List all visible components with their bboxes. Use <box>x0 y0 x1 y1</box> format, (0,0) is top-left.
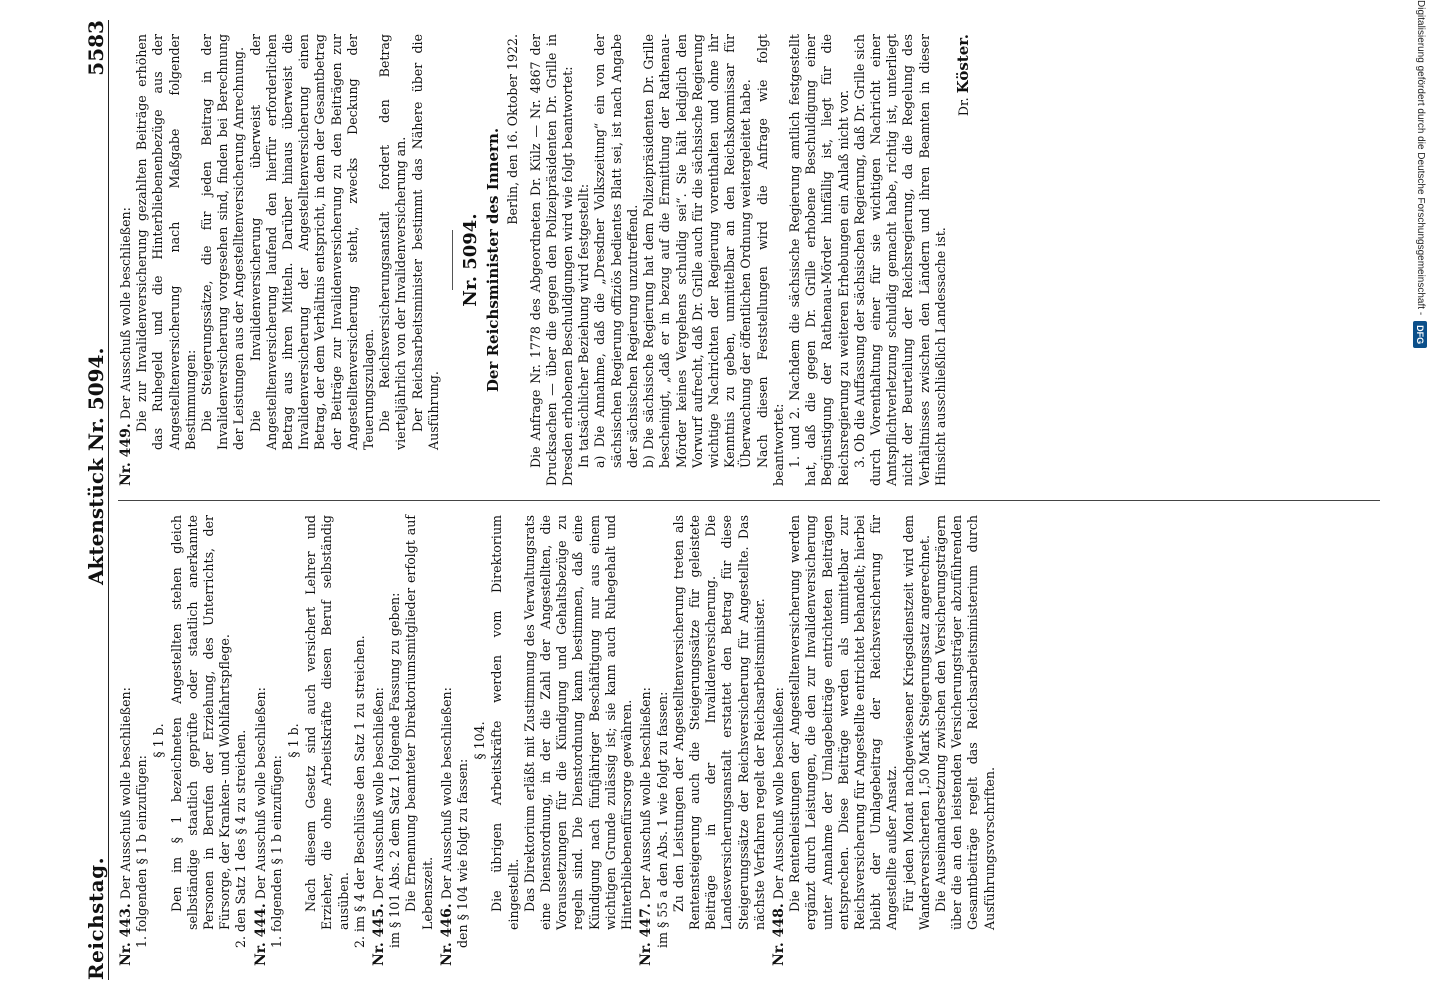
anfrage-subheading: In tatsächlicher Beziehung wird festgestellt: <box>576 183 592 468</box>
nr447-text: Zu den Leistungen der Angestelltenversicherung treten als Rentensteigerung auch die Steigerungssätze für geleistete Beiträge in der Invalidenversicherung. Die Landesversicherungsanstalt erstattet den Betrag für diese Steigerungssätze der Reichsversicherung für Angestellte. Das nächste Verfahren regelt der Reichsarbeitsminister. <box>670 515 767 930</box>
nr446-heading <box>439 515 455 966</box>
nr449-text-2: Die Steigerungssätze, die für jeden Beitrag in der Invalidenversicherung vorgesehen sind, finden bei Berechnung der Leistungen aus der Angestelltenversicherung Anrechnung. <box>199 34 247 450</box>
page-content <box>60 0 1400 1000</box>
nr445-item-1: im § 101 Abs. 2 dem Satz 1 folgende Fassung zu geben: <box>387 592 403 948</box>
header-title: Aktenstück Nr. 5094. <box>84 347 108 586</box>
nr448-text-1: Die Rentenleistungen der Angestelltenversicherung werden ergänzt durch Leistungen, die den zur Invalidenversicherung unter Annahme der Umlagebeiträge entrichteten Beiträgen entsprechen. Diese Beiträge werden als unmittelbar zur Reichsversicherung für Angestellte entrichtet behandelt; hierbei bleibt der Umlagebeitrag der Reichsversicherung für Angestellte außer Ansatz. <box>787 515 900 930</box>
nr448-heading <box>771 515 787 966</box>
nr444-item-2: 2. im § 4 der Beschlüsse den Satz 1 zu streichen. <box>351 635 367 948</box>
nr446-label: Nr. 446. <box>438 903 455 966</box>
nr448-intro: Der Ausschuß wolle beschließen: <box>770 687 786 900</box>
nr443-item-1: 1. folgenden § 1 b einzufügen: <box>134 755 150 948</box>
credit-line <box>1408 0 1432 1000</box>
nr446-text-2: Das Direktorium erläßt mit Zustimmung des Verwaltungsrats eine Dienstordnung, in der die Zahl der Angestellten, die Voraussetzungen für die Kündigung und Gehaltsbezüge zu regeln sind. Die Dienstordnung kann bestimmen, daß eine Kündigung nach fünfjähriger Beschäftigung nur aus einem wichtigen Grunde zulässig ist; sie kann auch Ruhegehalt und Hinterbliebenenfürsorge gewähren. <box>521 515 635 930</box>
text-columns <box>118 20 1380 980</box>
answer-1-2: 1. und 2. Nachdem die sächsische Regierung amtlich festgestellt hat, daß die gegen Dr. Grille erhobene Beschuldigung einer Begünstigung der Rathenau-Mörder hinfällig ist, liegt für die Reichsregierung zu weiteren Erhebungen ein Anlaß nicht vor. <box>786 34 851 486</box>
nr443-item-2: 2. den Satz 1 des § 4 zu streichen. <box>233 729 249 948</box>
nr445-text: Die Ernennung beamteter Direktoriumsmitglieder erfolgt auf Lebenszeit. <box>403 515 435 930</box>
nr445-label: Nr. 445. <box>371 903 388 966</box>
nr446-text-1: Die übrigen Arbeitskräfte werden vom Direktorium eingestellt. <box>489 515 521 930</box>
dfg-logo: DFG <box>1413 321 1427 348</box>
nr446-section: § 104. <box>472 721 488 760</box>
anfrage-text: Die Anfrage Nr. 1778 des Abgeordneten Dr. Külz — Nr. 4867 der Drucksachen — über die gegen den Polizeipräsidenten Dr. Grille in Dresden erhobenen Beschuldigungen wird wie folgt beantwortet: <box>527 34 576 486</box>
header-left: Reichstag. <box>84 856 108 980</box>
nr444-text: Nach diesem Gesetz sind auch versichert Lehrer und Erzieher, die ohne Arbeitskräfte diesen Beruf selbständig ausüben. <box>303 515 351 930</box>
point-a: a) Die Annahme, daß die „Dresdner Volkszeitung“ ein von der sächsischen Regierung offiziös bedientes Blatt sei, ist nach Angabe der sächsischen Regierung unzutreffend. <box>592 34 640 468</box>
nr447-heading <box>638 515 654 966</box>
nr449-intro: Der Ausschuß wolle beschließen: <box>118 207 133 420</box>
nr447-intro: Der Ausschuß wolle beschließen: <box>638 687 654 900</box>
document-page <box>60 0 1400 1000</box>
nr449-heading <box>118 34 134 486</box>
nr448-text-2: Für jeden Monat nachgewiesener Kriegsdienstzeit wird dem Wanderversicherten 1,50 Mark Steigerungssatz angerechnet. <box>900 515 932 930</box>
page-number: 5583 <box>84 20 108 76</box>
answer-intro: Nach diesen Feststellungen wird die Anfrage wie folgt beantwortet: <box>754 34 786 486</box>
nr443-section: § 1 b. <box>151 723 167 758</box>
ministry-title: Der Reichsminister des Innern. <box>484 127 503 393</box>
nr443-heading <box>118 515 134 966</box>
nr448-text-3: Die Auseinandersetzung zwischen den Versicherungsträgern über die an den leistenden Versicherungsträger abzuführenden Gesamtbeiträge regelt das Reichsarbeitsministerium durch Ausführungsvorschriften. <box>932 515 997 930</box>
nr444-intro: Der Ausschuß wolle beschließen: <box>252 687 268 900</box>
nr449-text-3: Die Invalidenversicherung überweist der Angestelltenversicherung laufend den hierfür erforderlichen Betrag aus ihren Mitteln. Darüber hinaus überweist die Invalidenversicherung der Angestelltenversicherung einen Betrag, der dem Verhältnis entspricht, in dem der Gesamtbetrag der Beiträge zur Invalidenversicherung zu den Beiträgen zur Angestelltenversicherung steht, zwecks Deckung der Teuerungszulagen. <box>247 34 377 450</box>
nr445-heading <box>371 515 387 966</box>
signature-name: Köster. <box>953 34 972 94</box>
nr449-label: Nr. 449. <box>118 423 134 486</box>
signature <box>955 34 972 486</box>
nr444-heading <box>253 515 269 966</box>
nr443-label: Nr. 443. <box>118 903 134 966</box>
nr443-text: Den im § 1 bezeichneten Angestellten stehen gleich selbständige staatlich geprüfte oder staatlich anerkannte Personen in Berufen der Erziehung, des Unterrichts, der Fürsorge, der Kranken- und Wohlfahrtspflege. <box>168 515 233 930</box>
page-header <box>68 20 109 980</box>
signature-prefix: Dr. <box>955 97 971 117</box>
nr447-label: Nr. 447. <box>638 903 655 966</box>
nr444-section: § 1 b. <box>286 723 302 758</box>
digitization-credit <box>1408 0 1432 1000</box>
answer-3: 3. Ob die Auffassung der sächsischen Regierung, daß Dr. Grille sich durch Vorenthaltung einer für sie wichtigen Nachricht einer Amtspflichtverletzung schuldig gemacht habe, richtig ist, unterliegt nicht der Beurteilung der Reichsregierung, da die Regelung des Verhältnisses zwischen den Ländern und ihren Beamten in dieser Hinsicht ausschließlich Landessache ist. <box>851 34 948 486</box>
nr447-item-1: im § 55 a den Abs. 1 wie folgt zu fassen: <box>654 691 670 948</box>
nr449-text-5: Der Reichsarbeitsminister bestimmt das Nähere über die Ausführung. <box>409 34 441 450</box>
nr446-intro: Der Ausschuß wolle beschließen: <box>438 687 454 900</box>
credit-text: Digitalisierung gefördert durch die Deutsche Forschungsgemeinschaft - <box>1415 0 1426 316</box>
nr444-label: Nr. 444. <box>252 903 269 966</box>
section-divider <box>452 230 453 290</box>
point-b: b) Die sächsische Regierung hat dem Polizeipräsidenten Dr. Grille bescheinigt, „daß er in bezug auf die Ermittlung der Rathenau-Mörder keines Vergehens schuldig sei“. Sie hält lediglich den Vorwurf aufrecht, daß Dr. Grille auch für die sächsische Regierung wichtige Nachrichten der Regierung vorenthalten und ohne ihr Kenntnis zu geben, unmittelbar an den Reichskommissar für Überwachung der öffentlichen Ordnung weitergeleitet habe. <box>641 34 754 468</box>
document-date: Berlin, den 16. Oktober 1922. <box>505 34 521 225</box>
nr446-item-1: den § 104 wie folgt zu fassen: <box>455 758 471 948</box>
document-number: Nr. 5094. <box>460 213 482 307</box>
nr445-intro: Der Ausschuß wolle beschließen: <box>371 687 387 900</box>
nr443-intro: Der Ausschuß wolle beschließen: <box>118 687 133 900</box>
right-column <box>118 20 1380 500</box>
left-column <box>118 500 1380 980</box>
nr449-text-4: Die Reichsversicherungsanstalt fordert den Betrag vierteljährlich von der Invalidenversicherung an. <box>377 34 409 450</box>
nr449-text-1: Die zur Invalidenversicherung gezahlten Beiträge erhöhen das Ruhegeld und die Hinterbliebenenbezüge aus der Angestelltenversicherung nach Maßgabe folgender Bestimmungen: <box>134 34 198 450</box>
nr444-item-1: 1. folgenden § 1 b einzufügen: <box>268 755 284 948</box>
nr448-label: Nr. 448. <box>770 903 787 966</box>
